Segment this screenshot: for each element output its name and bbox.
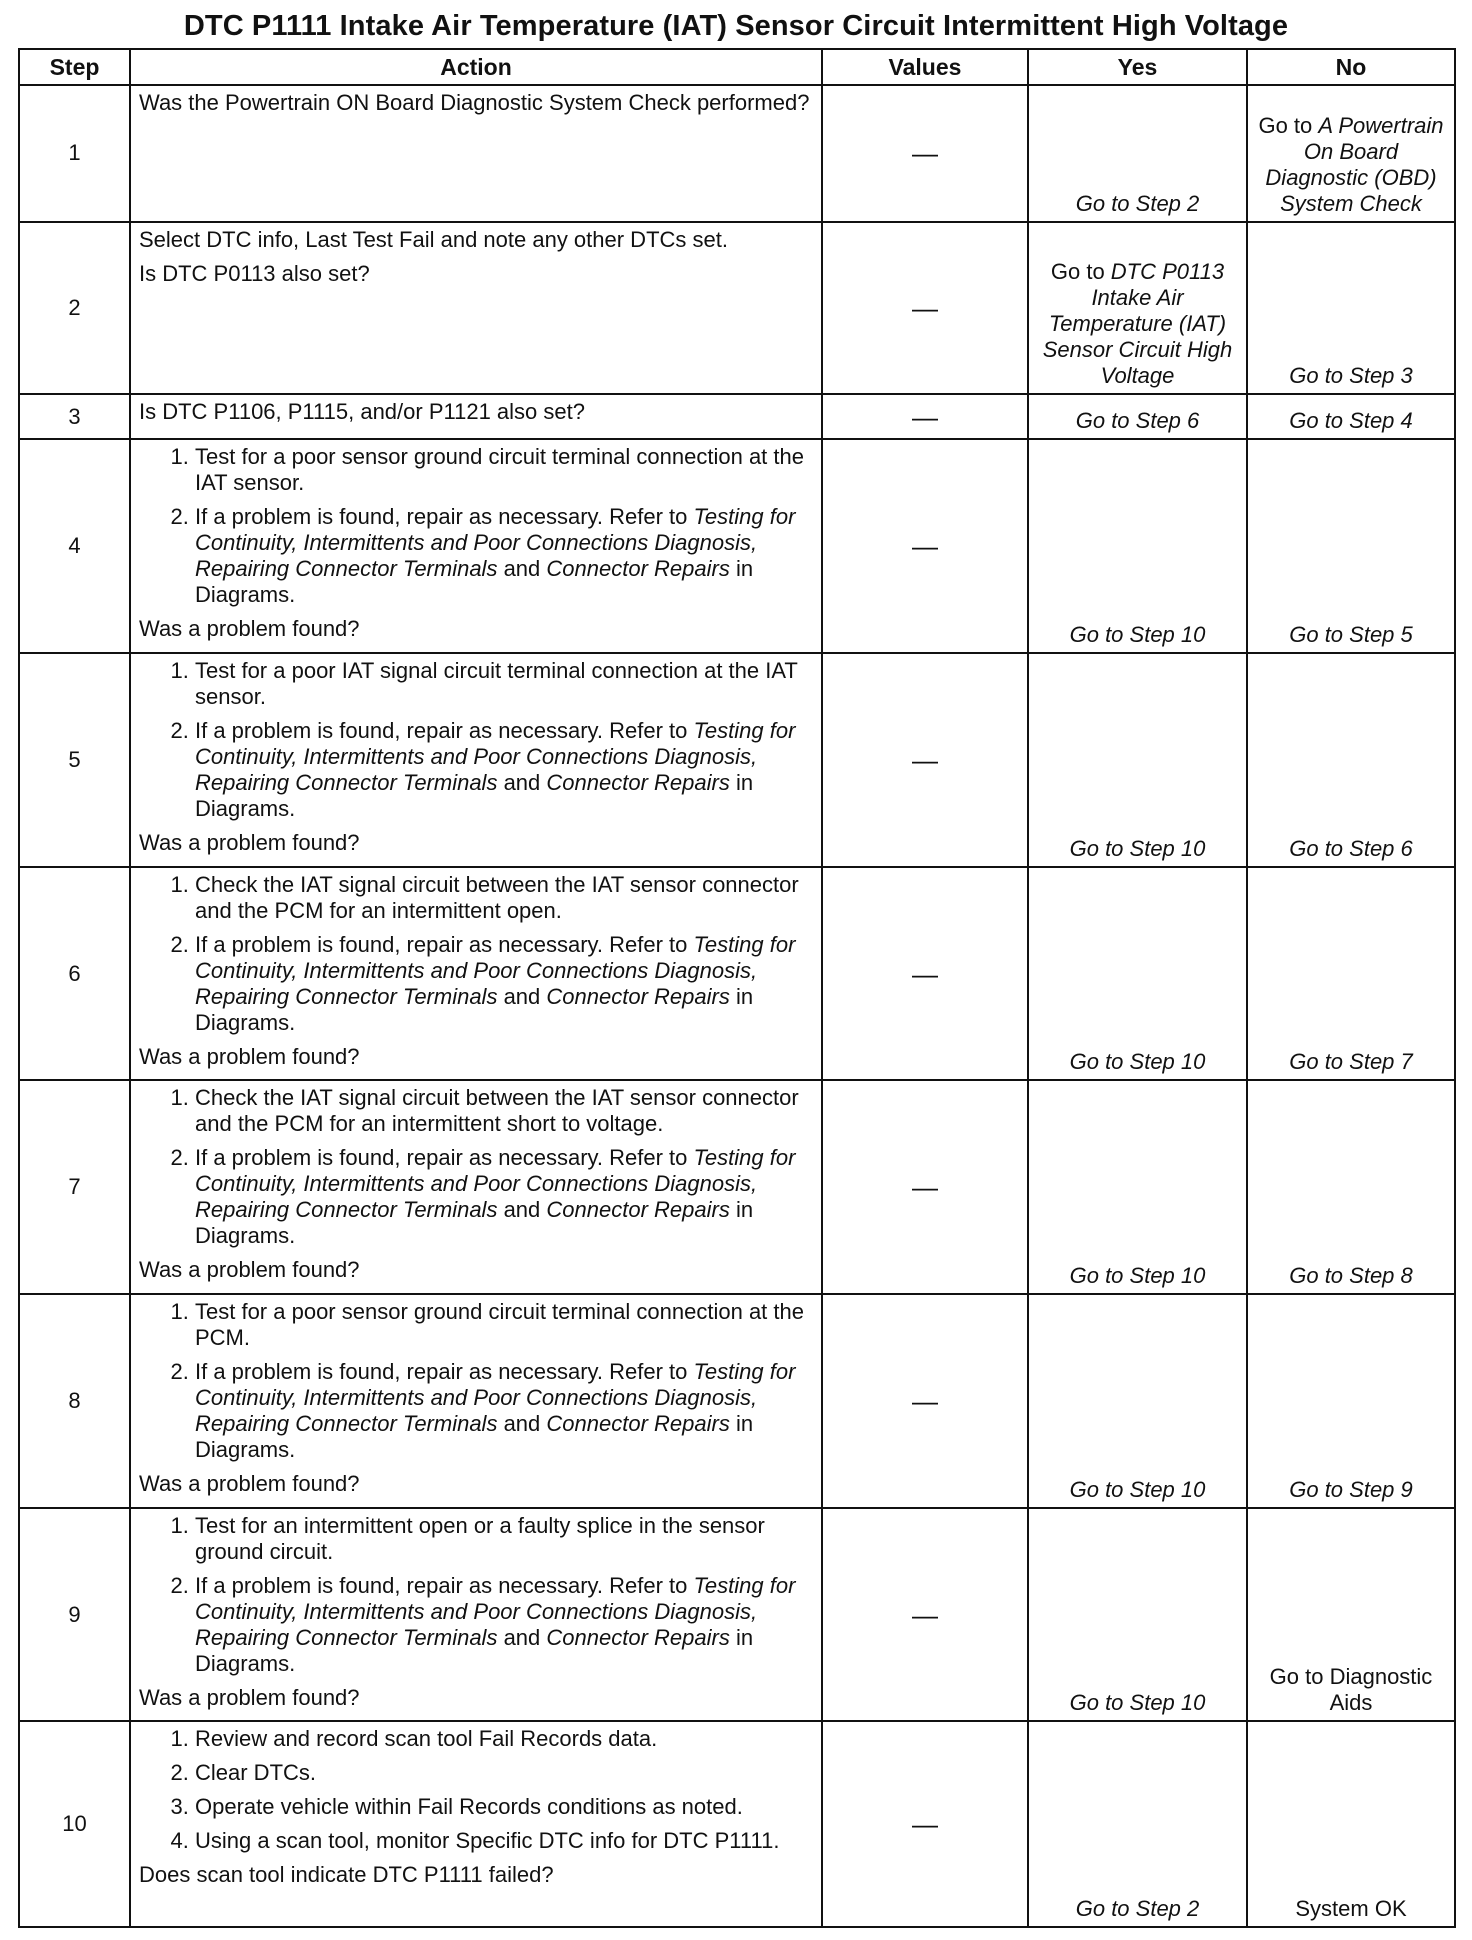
action-text-segment: in Diagrams. [195,1197,754,1249]
yes-result [1033,408,1242,434]
no-text-segment: System OK [1295,1896,1407,1921]
yes-result [1033,259,1242,389]
yes-result [1033,1049,1242,1075]
action-text-segment: in Diagrams. [195,770,754,822]
values-cell: — [822,439,1028,653]
no-text-segment: Go to [1258,112,1319,138]
table-row [19,394,1455,439]
no-result [1252,836,1450,862]
header-step: Step [19,49,130,85]
header-action: Action [130,49,822,85]
yes-result [1033,1690,1242,1716]
yes-cell [1028,653,1247,867]
action-step-item [195,872,813,924]
yes-cell [1028,394,1247,439]
action-step-item [195,1726,813,1752]
no-text-segment: Go to Step 9 [1289,1476,1413,1502]
action-step-item [195,932,813,1036]
action-question: Was a problem found? [139,1257,360,1283]
table-row [19,867,1455,1081]
table-row [19,85,1455,222]
no-cell [1247,222,1455,395]
action-steps-list [139,1299,813,1463]
action-text-segment: Testing for Continuity, Intermittents and Poor Connections Diagnosis, Repairing Connector Terminals [195,1572,796,1650]
yes-cell [1028,439,1247,653]
step-number: 3 [19,394,130,439]
action-cell [130,85,822,222]
yes-cell [1028,85,1247,222]
action-paragraph: Select DTC info, Last Test Fail and note any other DTCs set. [139,226,728,252]
action-step-item [195,444,813,496]
values-cell: — [822,394,1028,439]
action-text-segment: and [497,983,547,1009]
action-text-segment: Operate vehicle within Fail Records conditions as noted. [195,1794,743,1820]
no-result [1252,1664,1450,1716]
no-result [1252,1477,1450,1503]
yes-text-segment: Go to Step 2 [1075,190,1200,216]
no-text-segment: Go to Step 6 [1289,835,1413,861]
header-no: No [1247,49,1455,85]
action-text-segment: Test for a poor sensor ground circuit terminal connection at the IAT sensor. [195,444,804,496]
action-cell [130,439,822,653]
no-text-segment: Go to Step 4 [1289,408,1413,434]
action-text-segment: Testing for Continuity, Intermittents and Poor Connections Diagnosis, Repairing Connector Terminals [195,718,796,796]
no-result [1252,1263,1450,1289]
action-text-segment: Testing for Continuity, Intermittents and Poor Connections Diagnosis, Repairing Connector Terminals [195,931,796,1009]
step-number: 10 [19,1721,130,1927]
action-text-segment: Connector Repairs [546,556,730,582]
action-step-item [195,1359,813,1463]
action-text-segment: Connector Repairs [546,770,730,796]
table-row [19,1508,1455,1722]
action-text-segment: and [497,556,547,582]
action-text-segment: Check the IAT signal circuit between the IAT sensor connector and the PCM for an intermittent short to voltage. [195,1085,799,1137]
action-step-item [195,1794,813,1820]
yes-text-segment: Go to [1050,259,1111,285]
yes-text-segment: Go to Step 10 [1069,1690,1206,1716]
action-step-item [195,1145,813,1249]
table-body [19,85,1455,1927]
action-text-segment: Connector Repairs [546,983,730,1009]
yes-text-segment: Go to Step 10 [1069,1476,1206,1502]
yes-text-segment: DTC P0113 Intake Air Temperature (IAT) Sensor Circuit High Voltage [1042,259,1233,389]
action-text-segment: If a problem is found, repair as necessary. Refer to [195,504,694,530]
page-title: DTC P1111 Intake Air Temperature (IAT) Sensor Circuit Intermittent High Voltage [183,10,1289,42]
action-text-segment: in Diagrams. [195,983,754,1035]
no-result [1252,622,1450,648]
action-step-item [195,1828,813,1854]
table-row [19,1721,1455,1927]
values-cell: — [822,222,1028,395]
step-number: 2 [19,222,130,395]
no-cell [1247,1080,1455,1294]
action-question: Was a problem found? [139,616,360,642]
values-cell: — [822,1508,1028,1722]
no-cell [1247,85,1455,222]
yes-result [1033,191,1242,217]
step-number: 4 [19,439,130,653]
yes-text-segment: Go to Step 6 [1075,408,1200,434]
action-step-item [195,1299,813,1351]
action-text-segment: and [497,770,547,796]
step-number: 7 [19,1080,130,1294]
yes-text-segment: Go to Step 10 [1069,622,1206,648]
step-number: 5 [19,653,130,867]
table-row [19,439,1455,653]
no-text-segment: A Powertrain On Board Diagnostic (OBD) System Check [1265,112,1444,216]
action-cell [130,394,822,439]
no-cell [1247,394,1455,439]
action-text-segment: Test for a poor sensor ground circuit terminal connection at the PCM. [195,1299,804,1351]
yes-result [1033,1477,1242,1503]
action-steps-list [139,1513,813,1677]
no-cell [1247,867,1455,1081]
action-paragraph: Is DTC P1106, P1115, and/or P1121 also set? [139,399,585,425]
yes-result [1033,1896,1242,1922]
yes-cell [1028,222,1247,395]
values-cell: — [822,1294,1028,1508]
yes-cell [1028,867,1247,1081]
yes-cell [1028,1721,1247,1927]
values-cell: — [822,867,1028,1081]
action-cell [130,1080,822,1294]
action-paragraph: Was the Powertrain ON Board Diagnostic System Check performed? [139,90,810,115]
action-text-segment: Test for an intermittent open or a faulty splice in the sensor ground circuit. [195,1512,765,1564]
action-text-segment: Connector Repairs [546,1624,730,1650]
action-text-segment: and [497,1197,547,1223]
action-steps-list [139,658,813,822]
values-cell: — [822,85,1028,222]
yes-text-segment: Go to Step 10 [1069,1049,1206,1075]
yes-text-segment: Go to Step 10 [1069,1263,1206,1289]
no-result [1252,1049,1450,1075]
action-paragraph: Is DTC P0113 also set? [139,260,370,286]
yes-result [1033,622,1242,648]
action-step-item [195,1085,813,1137]
no-cell [1247,1294,1455,1508]
action-text-segment: Test for a poor IAT signal circuit terminal connection at the IAT sensor. [195,658,798,710]
action-text-segment: Review and record scan tool Fail Records data. [195,1726,658,1752]
action-cell [130,867,822,1081]
action-cell [130,1721,822,1927]
action-text-segment: in Diagrams. [195,1624,754,1676]
action-question: Was a problem found? [139,1684,360,1710]
action-text-segment: If a problem is found, repair as necessary. Refer to [195,1359,694,1385]
no-result [1252,1896,1450,1922]
table-row [19,1080,1455,1294]
step-number: 9 [19,1508,130,1722]
action-text-segment: Testing for Continuity, Intermittents and Poor Connections Diagnosis, Repairing Connector Terminals [195,1359,796,1437]
action-cell [130,653,822,867]
yes-result [1033,836,1242,862]
diagnostic-table [18,48,1456,1928]
action-question: Was a problem found? [139,1043,360,1069]
table-row [19,1294,1455,1508]
action-text-segment: in Diagrams. [195,556,754,608]
no-text-segment: Go to Step 8 [1289,1263,1413,1289]
no-result [1252,408,1450,434]
action-question: Was a problem found? [139,830,360,856]
no-cell [1247,1508,1455,1722]
table-row [19,222,1455,395]
values-cell: — [822,1721,1028,1927]
step-number: 6 [19,867,130,1081]
action-step-item [195,1573,813,1677]
action-steps-list [139,444,813,608]
action-text-segment: Check the IAT signal circuit between the IAT sensor connector and the PCM for an intermittent open. [195,871,799,923]
action-step-item [195,1513,813,1565]
table-header-row [19,49,1455,85]
action-steps-list [139,1726,813,1854]
action-text-segment: If a problem is found, repair as necessary. Refer to [195,718,694,744]
yes-cell [1028,1508,1247,1722]
yes-cell [1028,1080,1247,1294]
no-text-segment: Go to Step 3 [1289,363,1413,389]
values-cell: — [822,653,1028,867]
no-text-segment: Go to Diagnostic Aids [1269,1664,1433,1716]
action-text-segment: Connector Repairs [546,1197,730,1223]
action-steps-list [139,1085,813,1249]
yes-text-segment: Go to Step 2 [1075,1896,1200,1921]
action-text-segment: Using a scan tool, monitor Specific DTC info for DTC P1111. [195,1828,780,1854]
yes-text-segment: Go to Step 10 [1069,835,1206,861]
action-cell [130,1508,822,1722]
action-question: Was a problem found? [139,1471,360,1497]
yes-cell [1028,1294,1247,1508]
action-text-segment: If a problem is found, repair as necessary. Refer to [195,1145,694,1171]
action-text-segment: If a problem is found, repair as necessary. Refer to [195,1572,694,1598]
action-cell [130,222,822,395]
no-cell [1247,653,1455,867]
step-number: 1 [19,85,130,222]
no-result [1252,113,1450,217]
action-step-item [195,658,813,710]
no-result [1252,363,1450,389]
action-text-segment: Testing for Continuity, Intermittents and Poor Connections Diagnosis, Repairing Connector Terminals [195,504,796,582]
no-cell [1247,1721,1455,1927]
yes-result [1033,1263,1242,1289]
step-number: 8 [19,1294,130,1508]
action-cell [130,1294,822,1508]
table-row [19,653,1455,867]
action-text-segment: If a problem is found, repair as necessary. Refer to [195,931,694,957]
action-question: Does scan tool indicate DTC P1111 failed? [139,1862,554,1888]
no-text-segment: Go to Step 5 [1289,622,1413,648]
action-step-item [195,1760,813,1786]
header-yes: Yes [1028,49,1247,85]
action-steps-list [139,872,813,1036]
action-text-segment: Connector Repairs [546,1411,730,1437]
header-values: Values [822,49,1028,85]
action-text-segment: Testing for Continuity, Intermittents and Poor Connections Diagnosis, Repairing Connector Terminals [195,1145,796,1223]
action-text-segment: Clear DTCs. [195,1760,317,1786]
action-text-segment: and [497,1624,547,1650]
action-step-item [195,718,813,822]
action-step-item [195,504,813,608]
no-cell [1247,439,1455,653]
action-text-segment: and [497,1411,547,1437]
action-text-segment: in Diagrams. [195,1411,754,1463]
values-cell: — [822,1080,1028,1294]
no-text-segment: Go to Step 7 [1289,1049,1413,1075]
